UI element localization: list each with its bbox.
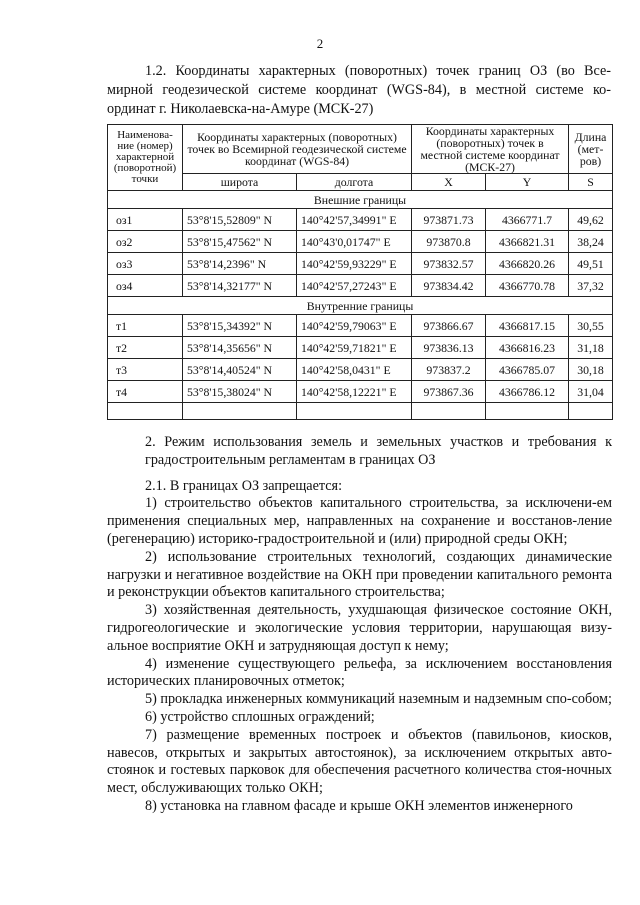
cell-lon: 140°42'57,34991" E — [297, 209, 412, 231]
section-heading — [107, 62, 611, 119]
paragraph-item-3: 3) хозяйственная деятельность, ухудшающая физическое состояние ОКН, гидрогеологические и экологические условия территории, нарушающая визу-альное восприятие ОКН и затрудняющая доступ к нему; — [107, 602, 612, 654]
header-wgs84: Координаты характерных (поворотных) точек во Всемирной геодезической системе координат (WGS-84) — [183, 125, 412, 174]
cell-empty — [183, 403, 297, 420]
cell-x: 973870.8 — [412, 231, 486, 253]
header-latitude: широта — [183, 174, 297, 191]
section-outer-boundaries: Внешние границы — [108, 191, 613, 209]
paragraph-item-4: 4) изменение существующего рельефа, за исключением восстановления исторических планировочных отметок; — [107, 655, 612, 690]
header-point-name: Наименова-ние (номер) характерной (поворотной) точки — [108, 125, 183, 191]
cell-lat: 53°8'14,32177" N — [183, 275, 297, 297]
table-row — [108, 315, 613, 337]
heading-line-2: мирной геодезической системе координат (WGS-84), в местной системе ко- — [107, 82, 611, 98]
cell-name: т4 — [108, 381, 183, 403]
cell-s: 49,62 — [569, 209, 613, 231]
paragraph-item-1: 1) строительство объектов капитального строительства, за исключени-ем применения специальных мер, направленных на сохранение и восстанов-ление (регенерацию) историко-градостроительной и (или) природной среды ОКН; — [107, 495, 612, 547]
cell-y: 4366820.26 — [486, 253, 569, 275]
heading-line-1: 1.2. Координаты характерных (поворотных) точек границ ОЗ (во Все- — [145, 63, 611, 79]
cell-y: 4366821.31 — [486, 231, 569, 253]
cell-name: оз1 — [108, 209, 183, 231]
cell-y: 4366786.12 — [486, 381, 569, 403]
cell-lat: 53°8'15,52809" N — [183, 209, 297, 231]
table-row — [108, 275, 613, 297]
paragraph-item-8: 8) установка на главном фасаде и крыше ОКН элементов инженерного — [145, 797, 573, 814]
cell-lat: 53°8'15,47562" N — [183, 231, 297, 253]
cell-name: т2 — [108, 337, 183, 359]
cell-name: т1 — [108, 315, 183, 337]
header-s: S — [569, 174, 613, 191]
table-row — [108, 209, 613, 231]
cell-empty — [108, 403, 183, 420]
cell-y: 4366771.7 — [486, 209, 569, 231]
cell-lon: 140°42'59,79063" E — [297, 315, 412, 337]
cell-y: 4366785.07 — [486, 359, 569, 381]
cell-s: 30,18 — [569, 359, 613, 381]
cell-lon: 140°42'58,0431" E — [297, 359, 412, 381]
cell-lat: 53°8'14,35656" N — [183, 337, 297, 359]
table-row — [108, 359, 613, 381]
cell-name: оз2 — [108, 231, 183, 253]
section-inner-boundaries: Внутренние границы — [108, 297, 613, 315]
cell-x: 973871.73 — [412, 209, 486, 231]
paragraph-2-1: 2.1. В границах ОЗ запрещается: — [145, 477, 343, 494]
table-row — [108, 231, 613, 253]
header-length: Длина (мет-ров) — [569, 125, 613, 174]
cell-s: 30,55 — [569, 315, 613, 337]
cell-x: 973866.67 — [412, 315, 486, 337]
cell-s: 37,32 — [569, 275, 613, 297]
cell-lon: 140°42'57,27243" E — [297, 275, 412, 297]
cell-s: 31,18 — [569, 337, 613, 359]
heading-line-3: ординат г. Николаевска-на-Амуре (МСК-27) — [107, 101, 374, 117]
header-msk27: Координаты характерных (поворотных) точек в местной системе координат (МСК-27) — [412, 125, 569, 174]
paragraph-item-5: 5) прокладка инженерных коммуникаций наземным и надземным спо-собом; — [145, 691, 612, 708]
cell-s: 31,04 — [569, 381, 613, 403]
cell-x: 973837.2 — [412, 359, 486, 381]
regulations-text — [107, 434, 612, 816]
cell-s: 49,51 — [569, 253, 613, 275]
cell-empty — [569, 403, 613, 420]
table-row — [108, 337, 613, 359]
cell-lon: 140°42'59,93229" E — [297, 253, 412, 275]
coordinates-table — [107, 124, 613, 420]
cell-y: 4366817.15 — [486, 315, 569, 337]
cell-name: оз4 — [108, 275, 183, 297]
cell-empty — [486, 403, 569, 420]
cell-lon: 140°43'0,01747" E — [297, 231, 412, 253]
cell-name: т3 — [108, 359, 183, 381]
cell-s: 38,24 — [569, 231, 613, 253]
header-longitude: долгота — [297, 174, 412, 191]
cell-x: 973832.57 — [412, 253, 486, 275]
cell-x: 973836.13 — [412, 337, 486, 359]
table-row-empty — [108, 403, 613, 420]
cell-lat: 53°8'14,2396" N — [183, 253, 297, 275]
cell-x: 973867.36 — [412, 381, 486, 403]
header-y: Y — [486, 174, 569, 191]
cell-name: оз3 — [108, 253, 183, 275]
cell-y: 4366770.78 — [486, 275, 569, 297]
page-number: 2 — [316, 36, 324, 51]
cell-y: 4366816.23 — [486, 337, 569, 359]
header-x: X — [412, 174, 486, 191]
paragraph-item-2: 2) использование строительных технологий, создающих динамические нагрузки и негативное воздействие на ОКН при проведении капитального ремонта и реконструкции объектов капитального строительства; — [107, 548, 612, 601]
section-2-title: 2. Режим использования земель и земельных участков и требования к градостроительным регламентам в границах ОЗ — [145, 434, 612, 468]
cell-lon: 140°42'59,71821" E — [297, 337, 412, 359]
cell-lat: 53°8'15,38024" N — [183, 381, 297, 403]
cell-lat: 53°8'14,40524" N — [183, 359, 297, 381]
cell-x: 973834.42 — [412, 275, 486, 297]
table-row — [108, 253, 613, 275]
cell-empty — [297, 403, 412, 420]
cell-lat: 53°8'15,34392" N — [183, 315, 297, 337]
table-row — [108, 381, 613, 403]
paragraph-item-7: 7) размещение временных построек и объектов (павильонов, киосков, навесов, открытых и закрытых автостоянок), за исключением открытых авто-стоянок и гостевых парковок для обеспечения расчетного количества стоя-ночных мест, обслуживающих только ОКН; — [107, 726, 612, 797]
paragraph-item-6: 6) устройство сплошных ограждений; — [145, 708, 375, 725]
cell-empty — [412, 403, 486, 420]
cell-lon: 140°42'58,12221" E — [297, 381, 412, 403]
